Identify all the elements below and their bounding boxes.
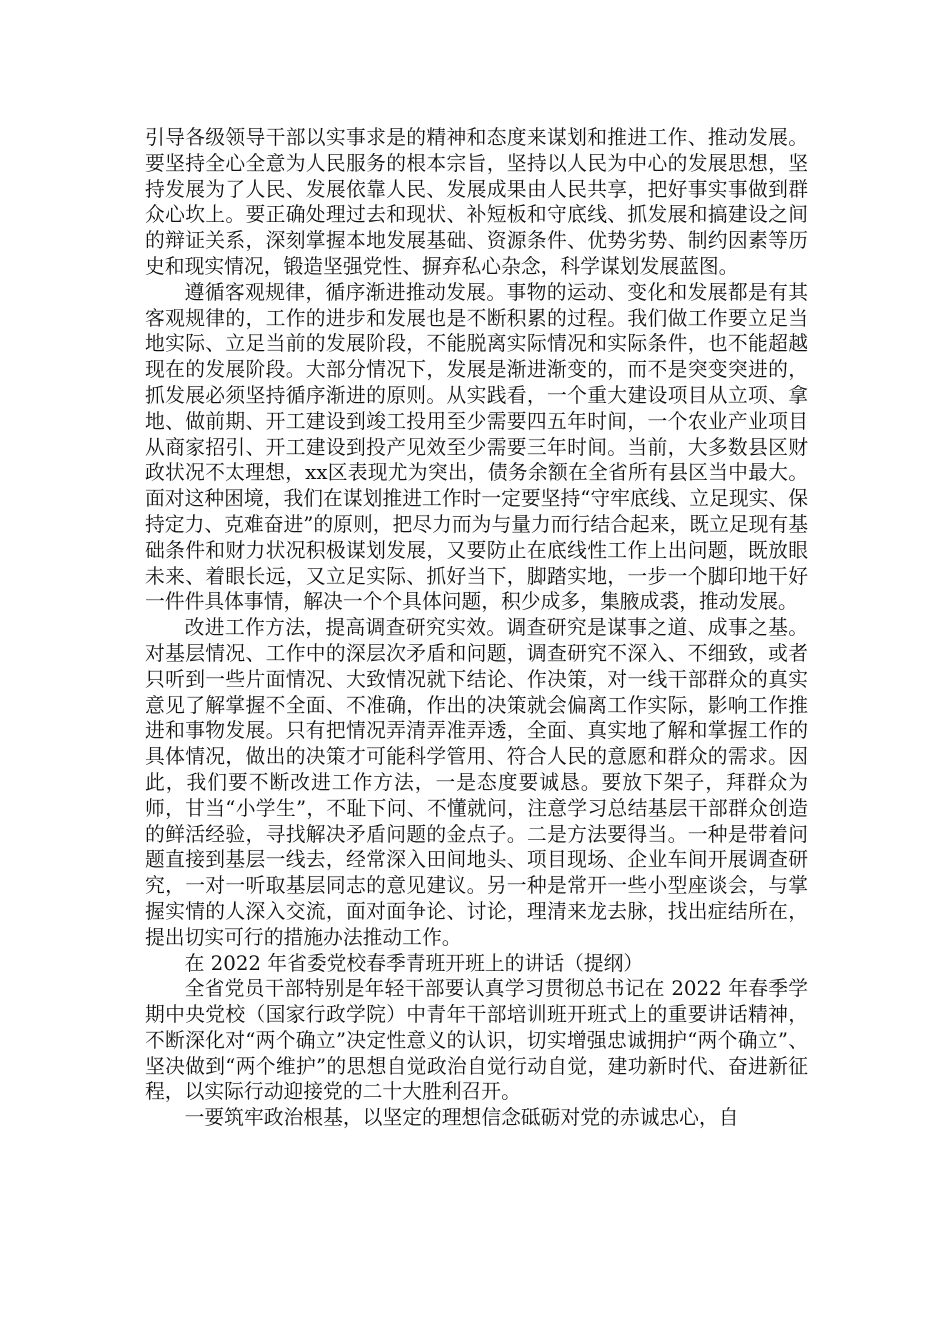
paragraph-3: 改进工作方法，提高调查研究实效。调查研究是谋事之道、成事之基。对基层情况、工作中的深层次矛盾和问题，调查研究不深入、不细致，或者只听到一些片面情况、大致情况就下结论、作决策，对一线干部群众的真实意见了解掌握不全面、不准确，作出的决策就会偏离工作实际，影响工作推进和事物发展。只有把情况弄清弄准弄透，全面、真实地了解和掌握工作的具体情况，做出的决策才可能科学管用、符合人民的意愿和群众的需求。因此，我们要不断改进工作方法，一是态度要诚恳。要放下架子，拜群众为师，甘当“小学生”，不耻下问、不懂就问，注意学习总结基层干部群众创造的鲜活经验，寻找解决矛盾问题的金点子。二是方法要得当。一种是带着问题直接到基层一线去，经常深入田间地头、项目现场、企业车间开展调查研究，一对一听取基层同志的意见建议。另一种是常开一些小型座谈会，与掌握实情的人深入交流，面对面争论、讨论，理清来龙去脉，找出症结所在，提出切实可行的措施办法推动工作。 — [145, 616, 808, 949]
paragraph-1: 引导各级领导干部以实事求是的精神和态度来谋划和推进工作、推动发展。要坚持全心全意为人民服务的根本宗旨，坚持以人民为中心的发展思想，坚持发展为了人民、发展依靠人民、发展成果由人民共享，把好事实事做到群众心坎上。要正确处理过去和现状、补短板和守底线、抓发展和搞建设之间的辩证关系，深刻掌握本地发展基础、资源条件、优势劣势、制约因素等历史和现实情况，锻造坚强党性、摒弃私心杂念，科学谋划发展蓝图。 — [145, 126, 808, 278]
paragraph-4: 全省党员干部特别是年轻干部要认真学习贯彻总书记在 2022 年春季学期中央党校（国家行政学院）中青年干部培训班开班式上的重要讲话精神，不断深化对“两个确立”决定性意义的认识，切实增强忠诚拥护“两个确立”、坚决做到“两个维护”的思想自觉政治自觉行动自觉，建功新时代、奋进新征程，以实际行动迎接党的二十大胜利召开。 — [145, 977, 808, 1104]
paragraph-2: 遵循客观规律，循序渐进推动发展。事物的运动、变化和发展都是有其客观规律的，工作的进步和发展也是不断积累的过程。我们做工作要立足当地实际、立足当前的发展阶段，不能脱离实际情况和实际条件，也不能超越现在的发展阶段。大部分情况下，发展是渐进渐变的，而不是突变突进的，抓发展必须坚持循序渐进的原则。从实践看，一个重大建设项目从立项、拿地、做前期、开工建设到竣工投用至少需要四五年时间，一个农业产业项目从商家招引、开工建设到投产见效至少需要三年时间。当前，大多数县区财政状况不太理想，xx区表现尤为突出，债务余额在全省所有县区当中最大。面对这种困境，我们在谋划推进工作时一定要坚持“守牢底线、立足现实、保持定力、克难奋进”的原则，把尽力而为与量力而行结合起来，既立足现有基础条件和财力状况积极谋划发展，又要防止在底线性工作上出问题，既放眼未来、着眼长远，又立足实际、抓好当下，脚踏实地，一步一个脚印地干好一件件具体事情，解决一个个具体问题，积少成多，集腋成裘，推动发展。 — [145, 280, 808, 614]
section-title: 在 2022 年省委党校春季青班开班上的讲话（提纲） — [184, 951, 644, 975]
paragraph-5: 一要筑牢政治根基，以坚定的理想信念砥砺对党的赤诚忠心，自 — [184, 1106, 739, 1130]
document-body — [145, 125, 808, 1131]
